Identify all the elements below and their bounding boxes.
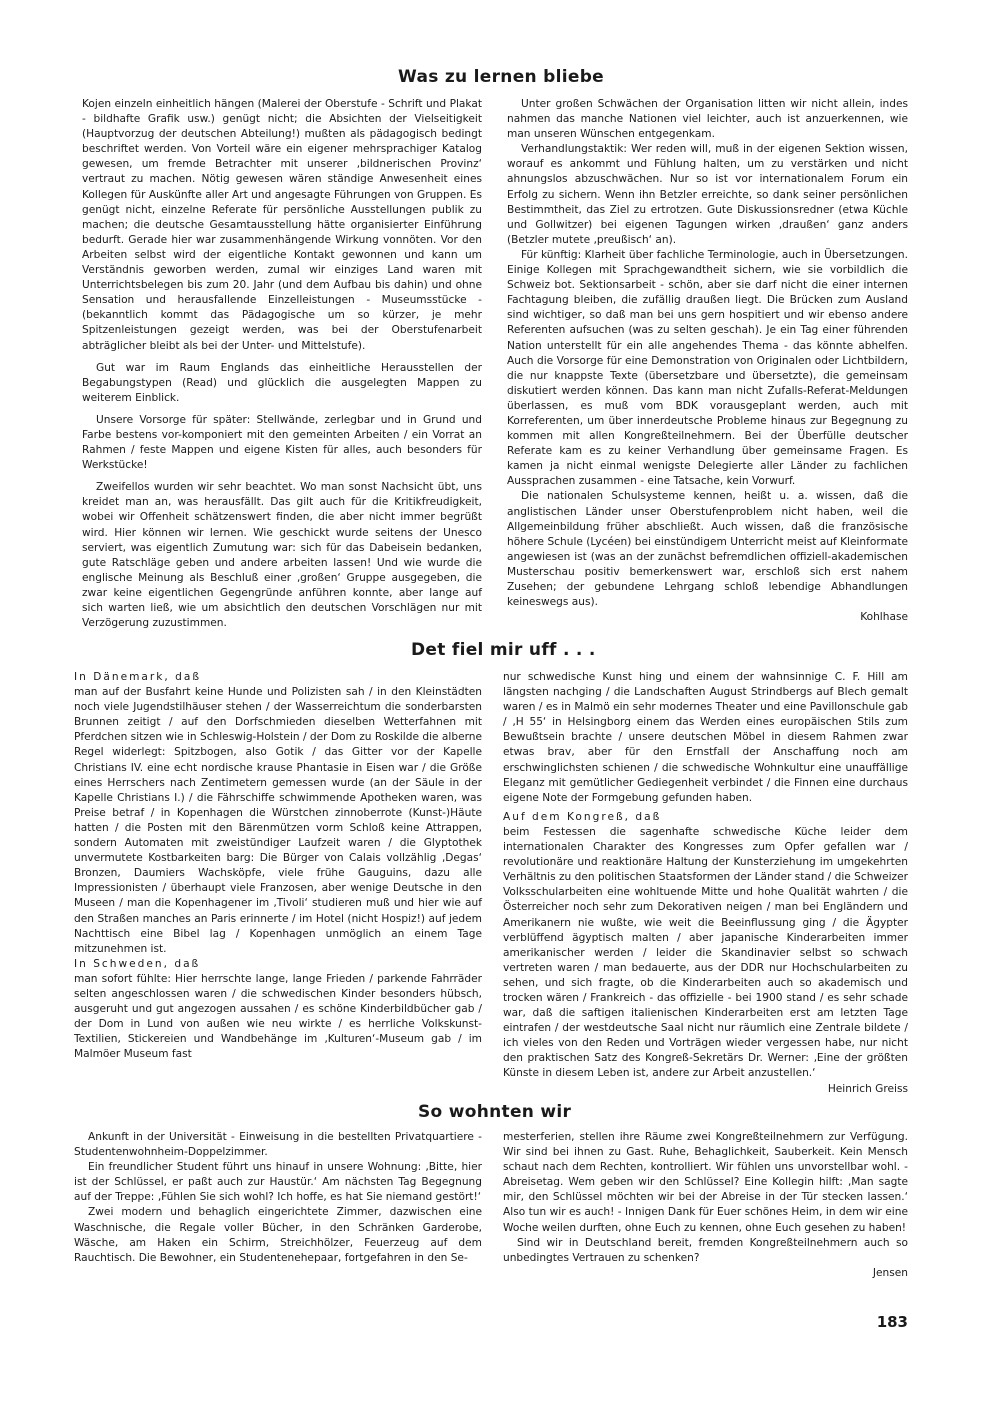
paragraph: Unsere Vorsorge für später: Stellwände, zerlegbar und in Grund und Farbe bestens vor-komponiert mit den gemeinten Arbeiten / ein Vorrat an Rahmen / feste Mappen und eigene Kisten für alles, auch besonders für Werkstücke!	[82, 413, 482, 472]
paragraph: Sind wir in Deutschland bereit, fremden Kongreßteilnehmern auch so unbedingtes Vertrauen zu schenken?	[503, 1236, 908, 1264]
paragraph: Die nationalen Schulsysteme kennen, heißt u. a. wissen, daß die anglistischen Länder unser Oberstufenproblem nicht haben, weil die Allgemeinbildung früher abschließt. Auch wissen, daß die französische höhere Schule (Lycéen) bei einstündigem Unterricht meist auf Kleinformate angewiesen ist (was an der zunächst befremdlichen offiziell-akademischen Musterschau positiv bemerkenswert war, erschloß sich erst nahem Zusehen; der gebundene Lehrgang schloß lebendige Abhandlungen keineswegs aus).	[507, 490, 908, 609]
paragraph: Verhandlungstaktik: Wer reden will, muß in der eigenen Sektion wissen, worauf es ankommt und Fühlung halten, um zu verstärken und nicht ahnungslos abzuschwächen. Nur so ist vor internationalem Forum ein Erfolg zu sichern. Wenn ihn Betzler erreichte, so dank seiner persönlichen Bestimmtheit, das Ziel zu ertrotzen. Gute Diskussionsredner (etwa Küchle und Gollwitzer) bei eigenen Tagungen wirken ‚draußen‘ ganz anders (Betzler mutete ‚preußisch‘ an).	[507, 143, 908, 246]
section3-left-column	[74, 1130, 482, 1266]
section2-right-column	[503, 670, 908, 1097]
paragraph: man auf der Busfahrt keine Hunde und Polizisten sah / in den Kleinstädten noch viele Jugendstilhäuser stehen / der Wasserreichtum die sonderbarsten Brunnen zeitigt / auf den Dorfschmieden dieselben Wetterfahnen mit Pferdchen sitzen wie in Schleswig-Holstein / der Dom zu Roskilde die alberne Regel widerlegt: Spitzbogen, also Gotik / das Gitter vor der Kapelle Christians IV. eine echt nordische krause Phantasie in Eisen war / die Größe eines Herrschers nach Zentimetern gemessen wurde (an der Säule in der Kapelle Christians I.) / die Fährschiffe schwimmende Apotheken waren, was Preise betraf / in Kopenhagen die Würstchen zinnoberrote (Kunst-)Häute hatten / die Posten mit den Bärenmützen vorm Schloß keine Attrappen, sondern Automaten mit zweistündiger Laufzeit waren / die Glyptothek unvermutete Kostbarkeiten barg: Die Bürger von Calais vollzählig ‚Degas‘ Bronzen, Daumiers Wachsköpfe, viele frühe Gauguins, dazu alle Impressionisten / überhaupt viele Franzosen, aber wenige Deutsche in den Museen / man die Kopenhagener im ‚Tivoli‘ studieren muß und hier wie auf den Straßen manches an Paris erinnerte / im Hotel (nicht Hospiz!) auf jedem Nachttisch eine Bibel lag / Kopenhagen unmöglich an einem Tage mitzunehmen ist.	[74, 686, 482, 955]
section1-right-column	[507, 97, 908, 625]
section1-left-column	[82, 97, 482, 631]
subheading-denmark: In Dänemark, daß	[74, 671, 202, 683]
paragraph: Zwei modern und behaglich eingerichtete Zimmer, dazwischen eine Waschnische, die Regale voller Bücher, in den Schränken Garderobe, Wäsche, am Haken ein Schirm, Streichhölzer, Feuerzeug auf dem Rauchtisch. Die Bewohner, ein Studentenehepaar, fortgefahren in den Se-	[74, 1206, 482, 1264]
section-title-det-fiel-mir-uff: Det fiel mir uff . . .	[411, 640, 596, 660]
author-signature: Heinrich Greiss	[827, 1082, 908, 1095]
author-signature: Kohlhase	[860, 611, 908, 624]
paragraph: Für künftig: Klarheit über fachliche Terminologie, auch in Übersetzungen. Einige Kollegen mit Sprachgewandtheit sichern, wie sie vorbildlich die Schweiz bot. Sektionsarbeit - schön, aber sie darf nicht die einer internen Fachtagung bleiben, die zufällig draußen liegt. Die Brücken zum Ausland sind wichtiger, so daß man bei uns gern hospitiert und wir ebenso andere Referenten aufsuchen (was zu selten geschah). Je ein Tag einer führenden Nation unterstellt für ein alle angehendes Thema - das könnte abhelfen. Auch die Vorsorge für eine Demonstration von Originalen oder Lichtbildern, die nur knappste Texte (übersetzbare und übersetzte), die gemeinsam diskutiert werden können. Das kann man nicht Zufalls-Referat-Meldungen überlassen, es muß vom BDK vorausgeplant werden, auch mit Korreferenten, um über innerdeutsche Probleme hinaus zur Begegnung zu kommen mit allen Kongreßteilnehmern. Bei der Überfülle deutscher Referate kam es zu keiner Verhandlung über gemeinsame Fragen. Es kamen ja nicht einmal wenigste Delegierte aller Länder zu fachlichen Aussprachen zusammen - eine Tatsache, kein Vorwurf.	[507, 248, 908, 488]
paragraph: Gut war im Raum Englands das einheitliche Herausstellen der Begabungstypen (Read) und glücklich die ausgelegten Mappen zu weiterem Einblick.	[82, 361, 482, 404]
paragraph: Ankunft in der Universität - Einweisung in die bestellten Privatquartiere - Studentenwohnheim-Doppelzimmer.	[74, 1131, 482, 1159]
paragraph: man sofort fühlte: Hier herrschte lange, lange Frieden / parkende Fahrräder selten angeschlossen waren / die schwedischen Kinder besonders hübsch, ausgeruht und gut angezogen aussahen / es schöne Kinderbildbücher gab / der Dom in Lund von außen wie neu wirkte / es herrliche Volkskunst-Textilien, Stickereien und Wandbehänge im ‚Kulturen‘-Museum gab / im Malmöer Museum fast	[74, 972, 482, 1061]
section2-left-column	[74, 670, 482, 1062]
paragraph: mesterferien, stellen ihre Räume zwei Kongreßteilnehmern zur Verfügung. Wir sind bei ihnen zu Gast. Ruhe, Behaglichkeit, Sauberkeit. Kein Mensch schaut nach dem Rechten, kontrolliert. Wir fühlen uns unvorstellbar wohl. - Abreisetag. Wem geben wir den Schlüssel? Eine Kollegin hilft: ‚Man sagte mir, den Schlüssel möchten wir bei der Abreise in der Tür stecken lassen.‘ Also tun wir es auch! - Innigen Dank für Euer schönes Heim, in dem wir eine Woche weilen durften, ohne Euch zu kennen, ohne Euch gesehen zu haben!	[503, 1131, 908, 1234]
page-number: 183	[876, 1313, 908, 1331]
paragraph: Unter großen Schwächen der Organisation litten wir nicht allein, indes nahmen das manche Nationen viel leichter, auch ist anzuerkennen, wie man unseren Wünschen entgegenkam.	[507, 98, 908, 141]
paragraph: nur schwedische Kunst hing und einem der wahnsinnige C. F. Hill am längsten nachging / die Landschaften August Strindbergs auf Blech gemalt waren / es in Malmö ein sehr modernes Theater und eine Pavillonschule gab / ‚H 55‘ in Helsingborg einem das Werden eines europäischen Stils zum Bewußtsein brachte / unsere deutschen Möbel in diesem Rahmen zwar etwas brav, aber für den Ernstfall der Anschaffung noch am erschwinglichsten schienen / die schwedische Wohnkultur eine unauffällige Eleganz mit gemütlicher Gediegenheit verbindet / die Finnen eine durchaus eigene Note der Formgebung gefunden haben.	[503, 671, 908, 804]
paragraph: Zweifellos wurden wir sehr beachtet. Wo man sonst Nachsicht übt, uns kreidet man an, was herausfällt. Das gilt auch für die Kritikfreudigkeit, wobei wir Offenheit schätzenswert finden, die aber nicht immer begrüßt wird. Hier können wir lernen. Wie geschickt wurde seitens der Unesco serviert, was eigentlich Zumutung war: sich für das Dabeisein bedanken, gute Ratschläge geben und andere arbeiten lassen! Und wie wurde die englische Meinung als Beschluß einer ‚großen‘ Gruppe ausgegeben, die zwar keine eigentlichen Gegengründe anführen konnte, aber lange auf sich warten ließ, wie um absichtlich den deutschen Vorschlägen nur mit Verzögerung zuzustimmen.	[82, 481, 482, 630]
paragraph: Kojen einzeln einheitlich hängen (Malerei der Oberstufe - Schrift und Plakat - bildhafte Grafik usw.) genügt nicht; die Absichten der Vielseitigkeit (Hauptvorzug der deutschen Abteilung!) mußten als pädagogisch bedingt beschriftet werden. Von Vorteil wäre ein eigener mehrsprachiger Katalog gewesen, um fremde Betrachter mit unserer ‚bildnerischen Provinz‘ vertraut zu machen. Nötig gewesen wären ständige Anwesenheit eines Kollegen für Auskünfte aller Art und angesagte Führungen von Gruppen. Es genügt nicht, einzelne Referate für persönliche Ausstellungen publik zu machen; die deutsche Gesamtausstellung hätte organisierter Einführung bedurft. Gerade hier war zusammenhängende Wirkung vonnöten. Vor den Arbeiten selbst wird der eigentliche Kontakt gewonnen und kann um Verständnis geworben werden, zumal wir einziges Land waren mit Unterrichtsbelegen bis zum 20. Jahr (und dem Aufbau bis dahin) und ohne Sensation und herausfallende Einzelleistungen - Museumsstücke - (bekanntlich kommt das Pädagogische um so kürzer, je mehr Spitzenleistungen gezeigt werden, was bei der Oberstufenarbeit abträglicher bleibt als bei der Unter- und Mittelstufe).	[82, 98, 482, 352]
subheading-sweden: In Schweden, daß	[74, 957, 201, 970]
paragraph: Ein freundlicher Student führt uns hinauf in unsere Wohnung: ‚Bitte, hier ist der Schlüssel, er paßt auch zur Haustür.‘ Am nächsten Tag Begegnung auf der Treppe: ‚Fühlen Sie sich wohl? Ich hoffe, es hat Sie niemand gestört!‘	[74, 1161, 482, 1204]
paragraph: beim Festessen die sagenhafte schwedische Küche leider dem internationalen Charakter des Kongresses zum Opfer gefallen war / revolutionäre und reaktionäre Haltung der Kunsterziehung im umgekehrten Verhältnis zu den politischen Staatsformen der Länder stand / die Schweizer Volksschularbeiten eine wohltuende Mitte und hohe Qualität wahrten / die Österreicher noch sehr zum Dekorativen neigen / man bei Engländern und Amerikanern nie wußte, wie weit die Beeinflussung ging / die Ägypter verblüffend ägyptisch malten / aber japanische Kinderarbeiten immer amerikanischer werden / leider die Skandinavier selbst so schwach vertreten waren / man bedauerte, aus der DDR nur Hochschularbeiten zu sehen, und sich fragte, ob die Kinderarbeiten auch so akademisch und trocken wären / Frankreich - das offizielle - bei 1900 stand / es sehr schade war, daß die saftigen italienischen Kinderarbeiten erst am letzten Tage eintrafen / der westdeutsche Saal nicht nur räumlich eine Zentrale bildete / ich vieles von den Reden und Vorträgen wieder vergessen habe, nur nicht den praktischen Satz des Kongreß-Sekretärs Dr. Werner: ‚Eine der größten Künste in diesem Leben ist, andere zur Arbeit anzustellen.‘	[503, 825, 908, 1080]
section-title-was-zu-lernen: Was zu lernen bliebe	[398, 67, 605, 87]
section3-right-column	[503, 1130, 908, 1281]
subheading-congress: Auf dem Kongreß, daß	[503, 810, 662, 823]
section-title-so-wohnten-wir: So wohnten wir	[418, 1102, 572, 1122]
author-signature: Jensen	[872, 1266, 908, 1279]
